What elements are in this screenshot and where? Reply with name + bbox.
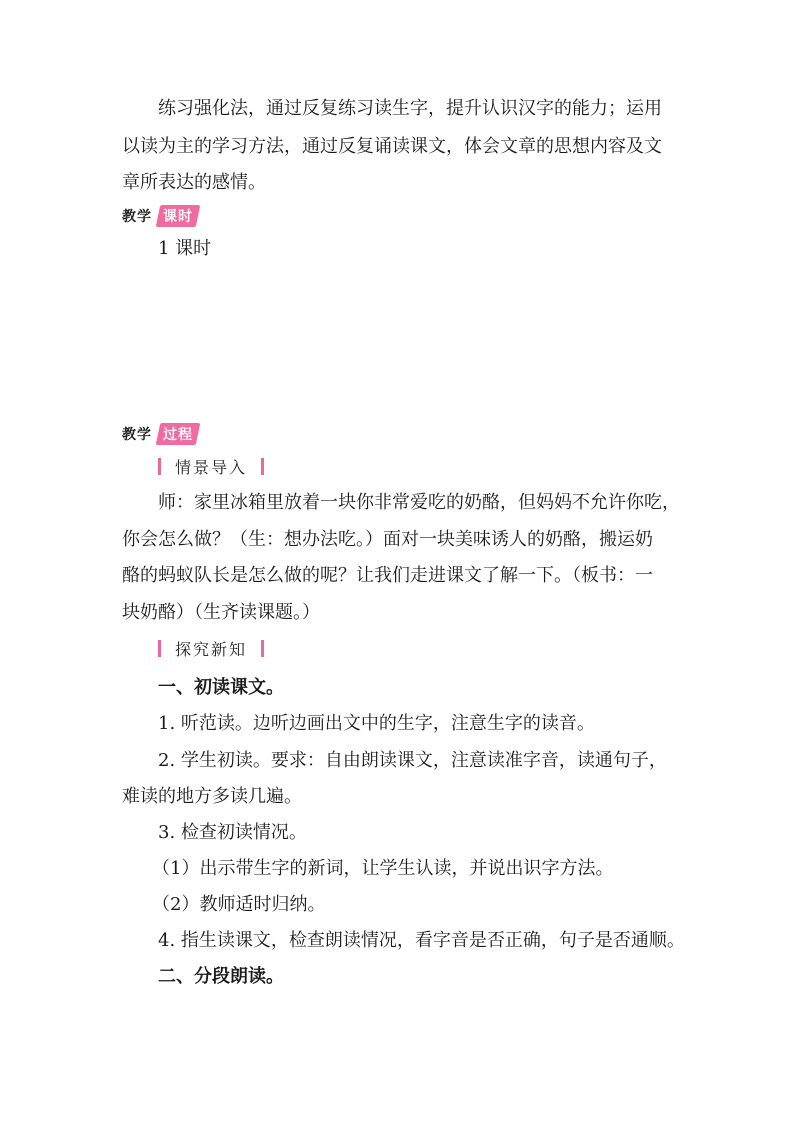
section-heading-explore	[158, 638, 264, 658]
tag-label-pink: 过程	[156, 423, 201, 445]
period-value: 1 课时	[158, 238, 212, 259]
tag-label-pink: 课时	[156, 205, 201, 227]
tag-label-dark: 教学	[122, 209, 152, 225]
step-3: 3. 检查初读情况。	[158, 822, 307, 843]
section-title: 探究新知	[175, 639, 248, 659]
tag-label-dark: 教学	[122, 427, 152, 443]
scene-line-4: 块奶酪）（生齐读课题。）	[122, 602, 320, 623]
section-title: 情景导入	[175, 457, 248, 477]
section-heading-scene	[158, 456, 264, 476]
scene-line-1: 师：家里冰箱里放着一块你非常爱吃的奶酪，但妈妈不允许你吃，	[158, 492, 680, 513]
step-4: 4. 指生读课文，检查朗读情况，看字音是否正确，句子是否通顺。	[158, 930, 685, 951]
step-3-sub-2: （2）教师适时归纳。	[152, 894, 326, 915]
step-1: 1. 听范读。边听边画出文中的生字，注意生字的读音。	[158, 713, 595, 734]
step-heading-1: 一、初读课文。	[158, 677, 284, 698]
step-2-line-1: 2. 学生初读。要求：自由朗读课文，注意读准字音，读通句子，	[158, 750, 667, 771]
intro-line-2: 以读为主的学习方法，通过反复诵读课文，体会文章的思想内容及文	[122, 136, 662, 157]
teaching-process-tag	[118, 423, 198, 445]
step-2-line-2: 难读的地方多读几遍。	[122, 786, 302, 807]
section-bar-right	[261, 640, 264, 657]
step-heading-2: 二、分段朗读。	[158, 966, 284, 987]
scene-line-3: 酪的蚂蚁队长是怎么做的呢？让我们走进课文了解一下。（板书：一	[122, 565, 653, 586]
section-bar-right	[261, 458, 264, 475]
teaching-period-tag	[118, 205, 198, 227]
intro-line-1: 练习强化法，通过反复练习读生字，提升认识汉字的能力；运用	[158, 98, 662, 119]
step-3-sub-1: （1）出示带生字的新词，让学生认读，并说出识字方法。	[152, 858, 614, 879]
scene-line-2: 你会怎么做？（生：想办法吃。）面对一块美味诱人的奶酪，搬运奶	[122, 529, 653, 550]
intro-line-3: 章所表达的感情。	[122, 172, 266, 193]
